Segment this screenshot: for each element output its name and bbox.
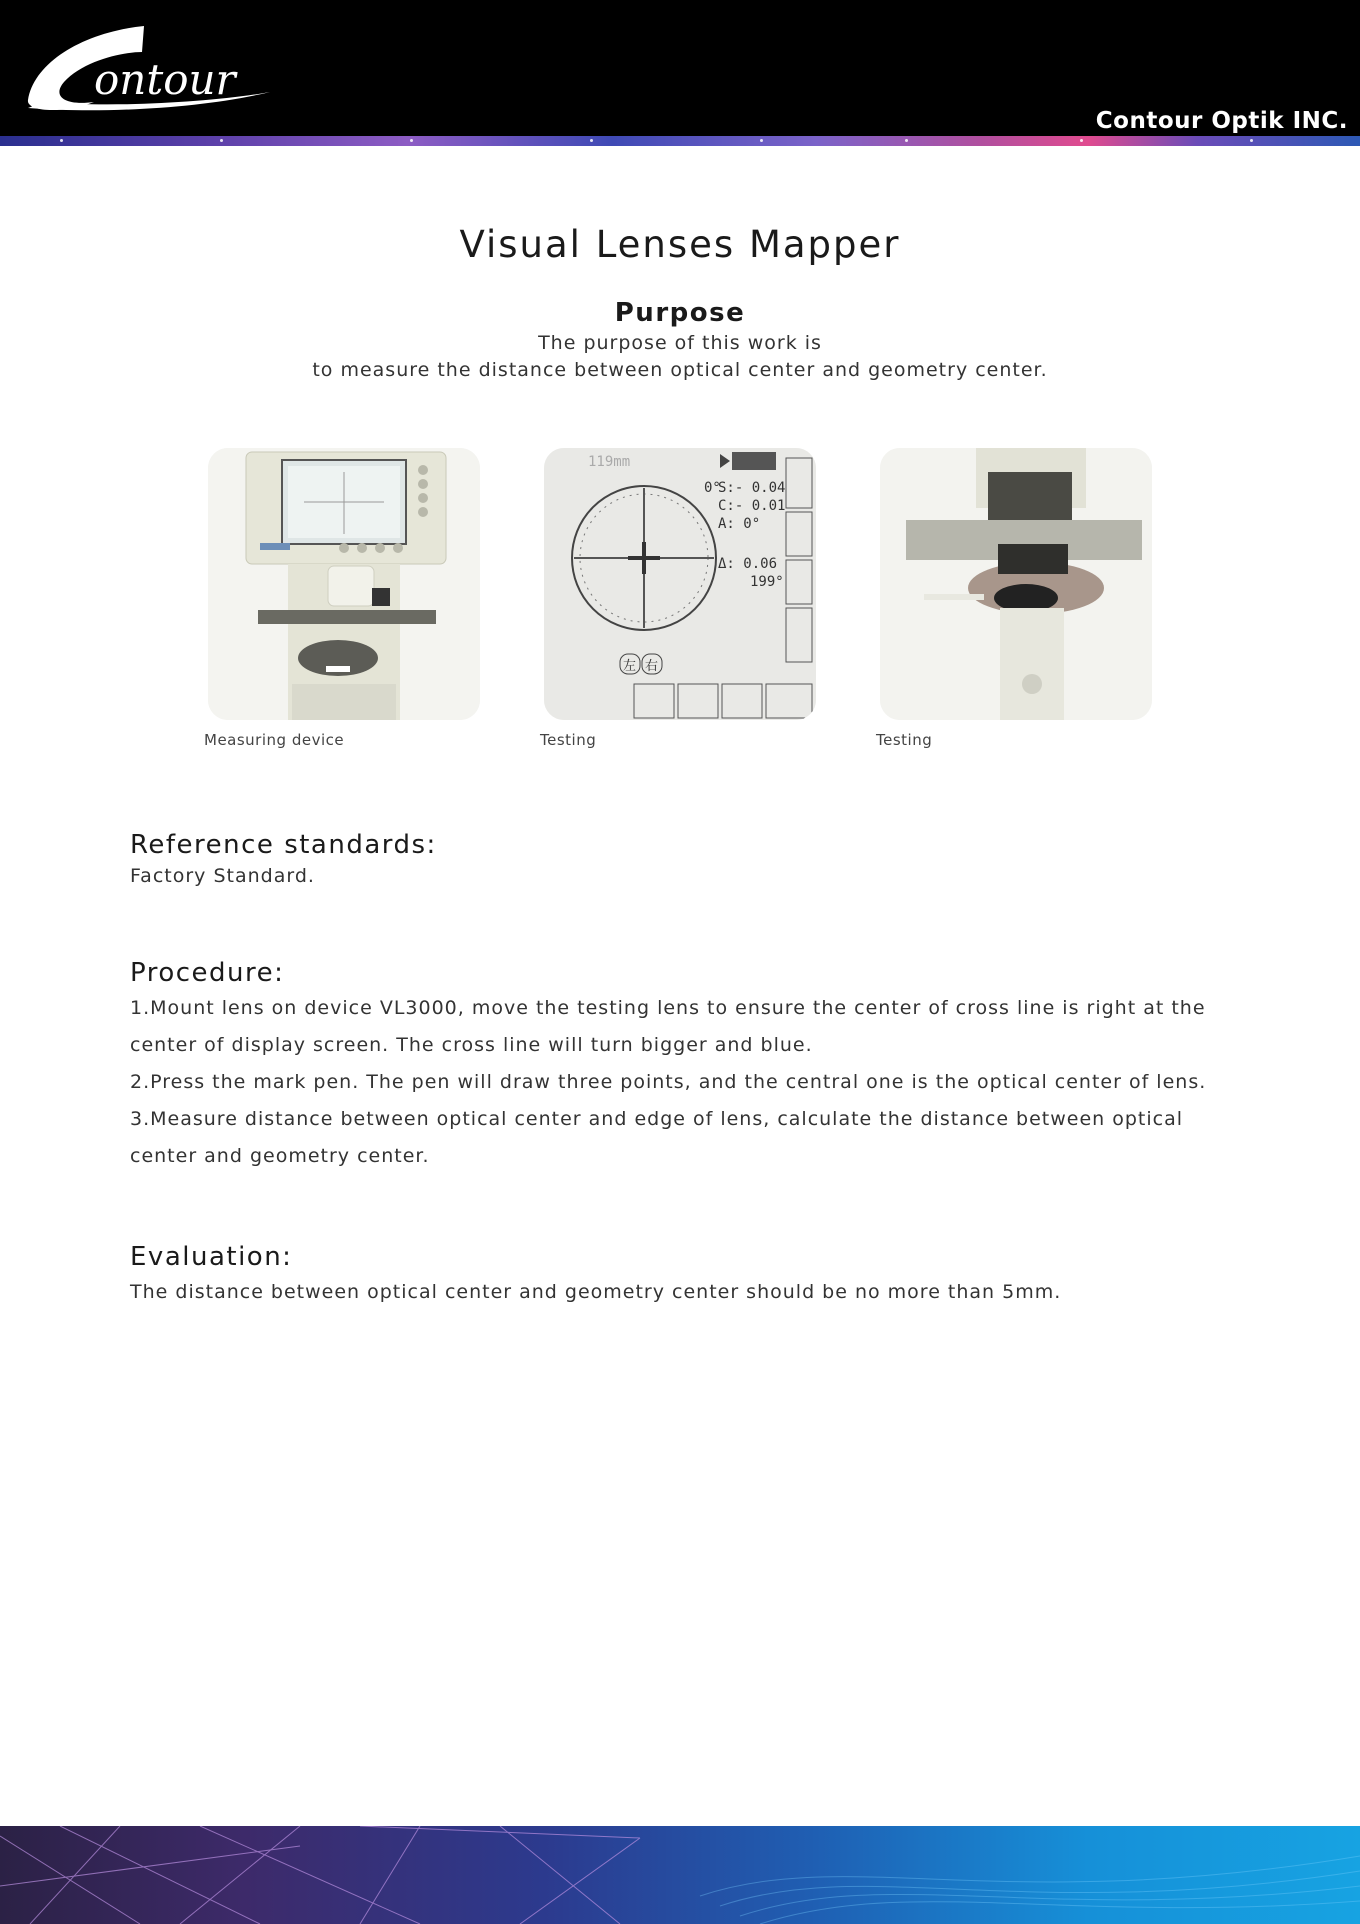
reference-heading: Reference standards: [130, 830, 437, 860]
contour-logo [24, 22, 274, 114]
screen-right-button: 右 [645, 659, 659, 674]
screen-s-value: S:- 0.04 [718, 480, 786, 496]
reference-text: Factory Standard. [130, 865, 315, 887]
figure-caption: Testing [540, 731, 597, 749]
page-header [0, 0, 1360, 136]
procedure-step-3: 3.Measure distance between optical center and edge of lens, calculate the distance between optical center and geometry center. [130, 1108, 1184, 1167]
evaluation-section [130, 1240, 1240, 1306]
testing-closeup-photo [880, 448, 1152, 720]
testing-screen-photo [544, 448, 816, 720]
evaluation-heading: Evaluation: [130, 1242, 293, 1272]
screen-deg-value: 199° [750, 574, 784, 590]
measuring-device-photo [208, 448, 480, 720]
screen-a-value: A: 0° [718, 516, 761, 532]
screen-c-value: C:- 0.01 [718, 498, 786, 514]
figure-measuring-device [204, 448, 480, 749]
procedure-step-2: 2.Press the mark pen. The pen will draw three points, and the central one is the optical center of lens. [130, 1071, 1207, 1093]
procedure-section [130, 956, 1240, 1175]
header-decorative-strip [0, 136, 1360, 146]
screen-zero-deg: 0° [704, 480, 721, 496]
purpose-line-1: The purpose of this work is [538, 332, 822, 354]
procedure-heading: Procedure: [130, 958, 285, 988]
purpose-heading: Purpose [614, 298, 746, 328]
screen-left-button: 左 [623, 659, 637, 674]
procedure-step-1: 1.Mount lens on device VL3000, move the testing lens to ensure the center of cross line is right at the center of display screen. The cross line will turn bigger and blue. [130, 997, 1206, 1056]
company-name: Contour Optik INC. [1095, 108, 1348, 134]
figure-caption: Testing [876, 731, 933, 749]
reference-section [130, 828, 1240, 890]
footer-decoration [0, 1826, 1360, 1924]
document-title: Visual Lenses Mapper [459, 222, 901, 266]
figure-testing-screen [540, 448, 816, 749]
svg-text:ontour: ontour [94, 55, 236, 104]
screen-top-label: 119mm [588, 454, 631, 470]
purpose-line-2: to measure the distance between optical center and geometry center. [312, 359, 1048, 381]
evaluation-text: The distance between optical center and geometry center should be no more than 5mm. [130, 1281, 1062, 1303]
figure-caption: Measuring device [204, 731, 345, 749]
screen-d-value: Δ: 0.06 [718, 556, 778, 572]
purpose-section [0, 296, 1360, 384]
figure-testing-closeup [876, 448, 1152, 749]
